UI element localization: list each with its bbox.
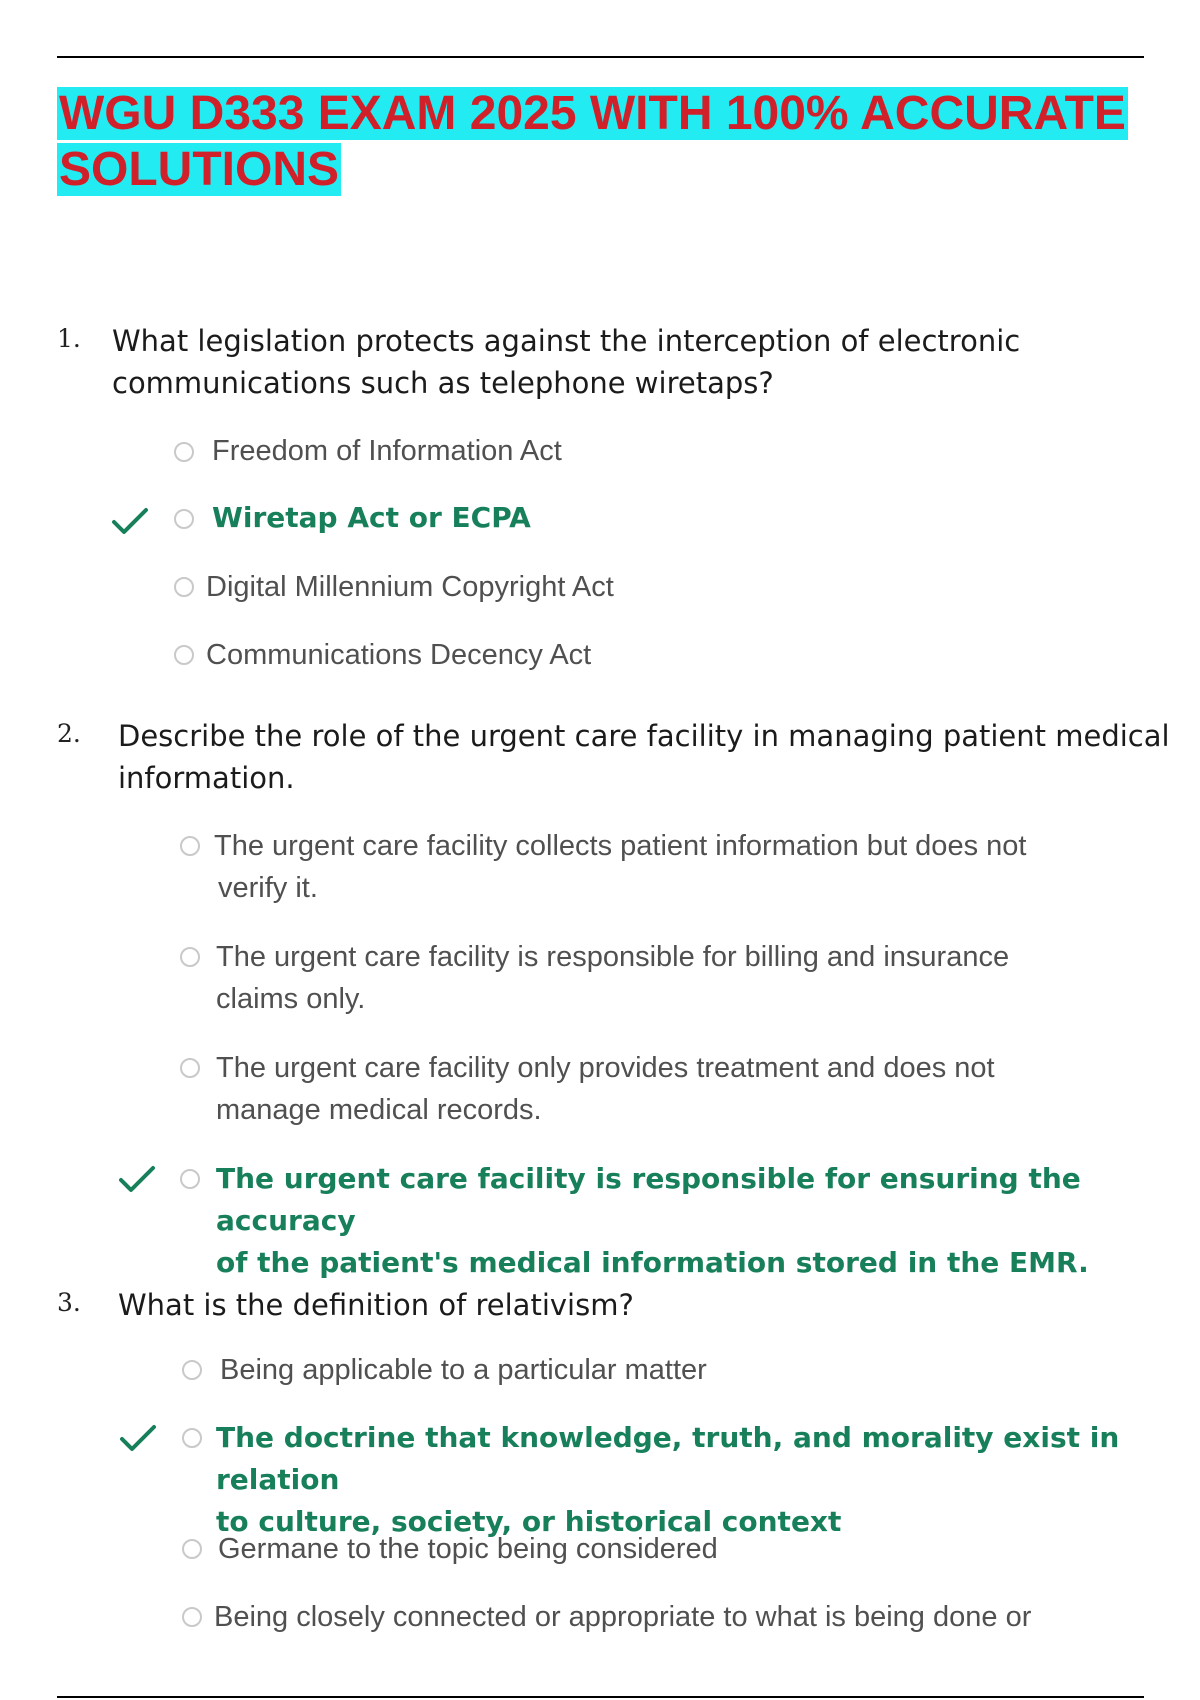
answer-line: The urgent care facility only provides treatment and does not	[216, 1052, 995, 1084]
answer-option: Germane to the topic being considered	[218, 1533, 718, 1565]
question-text	[118, 715, 1170, 799]
answer-option	[216, 936, 1009, 1020]
question-text	[112, 320, 1020, 404]
answer-option-correct: Wiretap Act or ECPA	[212, 501, 531, 534]
radio-circle-icon[interactable]	[182, 1428, 202, 1448]
answer-line: The urgent care facility is responsible for ensuring the accuracy	[216, 1162, 1081, 1237]
answer-line: of the patient's medical information stored in the EMR.	[216, 1246, 1089, 1279]
radio-circle-icon[interactable]	[174, 645, 194, 665]
answer-option: Digital Millennium Copyright Act	[206, 571, 614, 603]
radio-circle-icon[interactable]	[180, 1058, 200, 1078]
page-title	[57, 86, 1147, 198]
answer-option-correct	[216, 1417, 1200, 1543]
radio-circle-icon[interactable]	[182, 1607, 202, 1627]
radio-circle-icon[interactable]	[180, 1169, 200, 1189]
radio-circle-icon[interactable]	[174, 442, 194, 462]
radio-circle-icon[interactable]	[174, 577, 194, 597]
question-number: 1.	[57, 324, 81, 353]
radio-circle-icon[interactable]	[180, 836, 200, 856]
answer-line: to culture, society, or historical context	[216, 1505, 842, 1538]
answer-option: Being applicable to a particular matter	[220, 1354, 707, 1386]
check-icon	[118, 1422, 158, 1454]
top-rule	[57, 56, 1144, 58]
answer-option: Being closely connected or appropriate to what is being done or	[214, 1601, 1032, 1633]
answer-option-correct	[216, 1158, 1200, 1284]
radio-circle-icon[interactable]	[182, 1360, 202, 1380]
radio-circle-icon[interactable]	[180, 947, 200, 967]
answer-line: verify it.	[218, 872, 318, 904]
question-text-line: What is the definition of relativism?	[118, 1288, 634, 1322]
answer-option	[216, 1047, 995, 1131]
bottom-rule	[57, 1696, 1144, 1698]
check-icon	[110, 505, 150, 537]
answer-line: The urgent care facility is responsible for billing and insurance	[216, 941, 1010, 973]
radio-circle-icon[interactable]	[182, 1539, 202, 1559]
answer-line: The doctrine that knowledge, truth, and morality exist in relation	[216, 1421, 1120, 1496]
check-icon	[117, 1163, 157, 1195]
question-number: 3.	[57, 1288, 81, 1317]
radio-circle-icon[interactable]	[174, 509, 194, 529]
title-line-2: SOLUTIONS	[59, 143, 340, 196]
question-text-line: What legislation protects against the interception of electronic	[112, 324, 1021, 358]
answer-option: Communications Decency Act	[206, 639, 592, 671]
question-text-line: Describe the role of the urgent care facility in managing patient medical	[118, 719, 1170, 753]
answer-option: Freedom of Information Act	[212, 435, 562, 467]
question-text-line: communications such as telephone wiretaps?	[112, 366, 774, 400]
answer-option	[214, 825, 1026, 909]
question-text	[118, 1284, 634, 1326]
question-number: 2.	[57, 719, 81, 748]
question-text-line: information.	[118, 761, 295, 795]
answer-line: The urgent care facility collects patient information but does not	[214, 830, 1027, 862]
answer-line: claims only.	[216, 983, 366, 1015]
answer-line: manage medical records.	[216, 1094, 542, 1126]
title-line-1: WGU D333 EXAM 2025 WITH 100% ACCURATE	[59, 87, 1126, 140]
